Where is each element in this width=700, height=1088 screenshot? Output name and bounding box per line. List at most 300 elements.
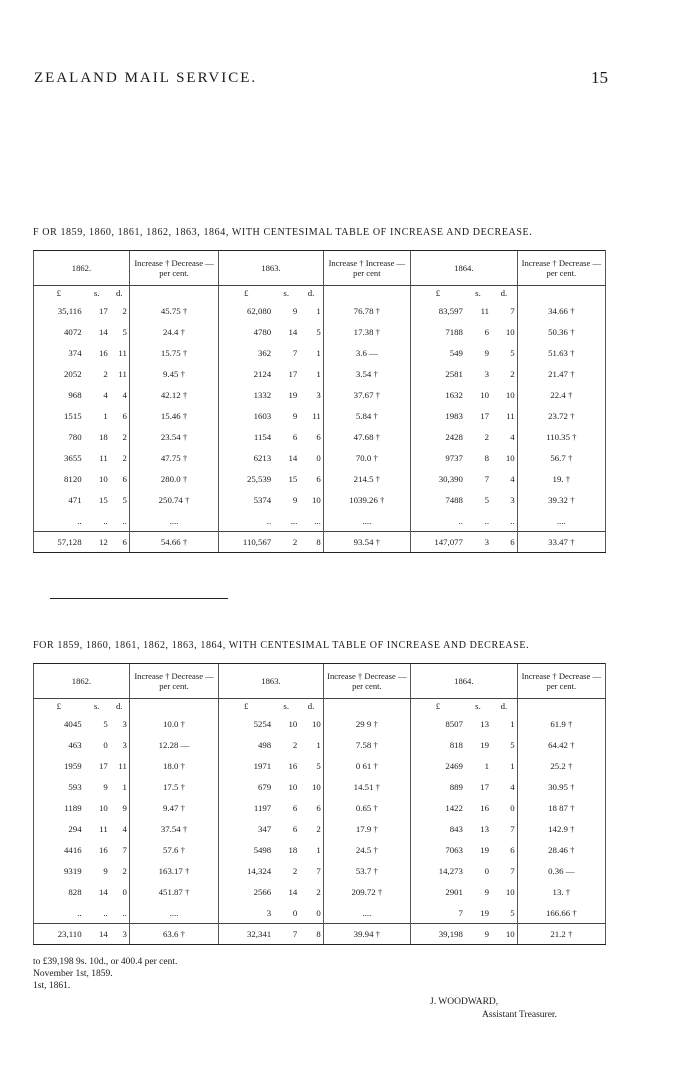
amount-cell: 968: [34, 384, 84, 405]
amount-cell: 83,597: [410, 300, 464, 321]
amount-cell: 9: [465, 924, 491, 945]
amount-cell: 7: [122, 844, 127, 855]
year-1862-header: 1862.: [34, 664, 130, 699]
unit-label: £: [219, 286, 273, 301]
table-row: [34, 881, 606, 902]
amount-cell: 10: [288, 718, 298, 729]
amount-cell: 5254: [219, 713, 273, 734]
amount-cell: 8: [484, 452, 490, 463]
percent-cell: 0.36 —: [517, 860, 605, 881]
amount-cell: 15: [98, 494, 108, 505]
amount-cell: 0: [316, 452, 321, 463]
amount-cell: 9: [103, 781, 108, 792]
year-1863-header: 1863.: [219, 664, 324, 699]
amount-cell: 11: [118, 760, 127, 771]
amount-cell: 62,080: [219, 300, 273, 321]
section-divider: [50, 598, 228, 599]
percent-cell: ....: [129, 902, 218, 924]
amount-cell: 6: [316, 431, 321, 442]
unit-label: d.: [307, 701, 315, 711]
amount-cell: ..: [103, 515, 108, 526]
amount-cell: 17: [288, 368, 298, 379]
amount-cell: 6: [122, 473, 127, 484]
unit-label: s.: [93, 701, 100, 711]
amount-cell: 17: [98, 760, 108, 771]
percent-change-header: Increase † Decrease — per cent.: [323, 664, 410, 699]
amount-cell: 362: [219, 342, 273, 363]
amount-cell: 1983: [410, 405, 464, 426]
amount-cell: 2: [122, 431, 127, 442]
percent-cell: 24.5 †: [323, 839, 410, 860]
amount-cell: 1197: [219, 797, 273, 818]
amount-cell: 4: [122, 823, 127, 834]
amount-cell: 3655: [34, 447, 84, 468]
percent-cell: 3.54 †: [323, 363, 410, 384]
amount-cell: 8: [299, 924, 323, 945]
amount-cell: 32,341: [219, 924, 273, 945]
percent-cell: 37.67 †: [323, 384, 410, 405]
amount-cell: 16: [98, 844, 108, 855]
percent-cell: 7.58 †: [323, 734, 410, 755]
percent-cell: 18 87 †: [517, 797, 605, 818]
amount-cell: 2: [103, 368, 108, 379]
amount-cell: 1: [316, 305, 321, 316]
amount-cell: ..: [484, 515, 490, 526]
table-row: [34, 510, 606, 532]
percent-cell: 0 61 †: [323, 755, 410, 776]
amount-cell: 7188: [410, 321, 464, 342]
table-row: [34, 755, 606, 776]
unit-label: £: [34, 286, 84, 301]
signatory-title: Assistant Treasurer.: [482, 1010, 557, 1020]
amount-cell: 679: [219, 776, 273, 797]
amount-cell: 25,539: [219, 468, 273, 489]
amount-cell: 2: [122, 305, 127, 316]
percent-cell: 57.6 †: [129, 839, 218, 860]
percent-cell: 10.0 †: [129, 713, 218, 734]
percent-cell: 12.28 —: [129, 734, 218, 755]
amount-cell: 10: [505, 886, 515, 897]
amount-cell: 35,116: [34, 300, 84, 321]
ledger-table-2: [33, 663, 606, 945]
amount-cell: 23,110: [34, 924, 84, 945]
amount-cell: ..: [219, 510, 273, 532]
amount-cell: 1: [103, 410, 108, 421]
amount-cell: 17: [480, 410, 490, 421]
amount-cell: 4: [122, 389, 127, 400]
table-row: [34, 468, 606, 489]
unit-label: £: [34, 699, 84, 714]
percent-cell: 76.78 †: [323, 300, 410, 321]
amount-cell: 1603: [219, 405, 273, 426]
amount-cell: 7: [292, 347, 298, 358]
unit-label: d.: [500, 288, 508, 298]
amount-cell: 2: [316, 886, 321, 897]
unit-label: d.: [500, 701, 508, 711]
amount-cell: 4416: [34, 839, 84, 860]
amount-cell: 7: [273, 924, 299, 945]
percent-cell: 39.94 †: [323, 924, 410, 945]
percent-cell: 166.66 †: [517, 902, 605, 924]
ledger-table-1: [33, 250, 606, 553]
table-row: [34, 447, 606, 468]
percent-cell: 28.46 †: [517, 839, 605, 860]
signatory-name: J. WOODWARD,: [430, 997, 499, 1007]
amount-cell: 14: [98, 326, 108, 337]
amount-cell: 6: [110, 532, 130, 553]
footnotes: [33, 956, 177, 992]
percent-cell: 0.65 †: [323, 797, 410, 818]
percent-cell: 17.38 †: [323, 321, 410, 342]
amount-cell: ..: [103, 907, 108, 918]
amount-cell: 2052: [34, 363, 84, 384]
percent-change-header: Increase † Decrease — per cent.: [129, 664, 218, 699]
amount-cell: 1189: [34, 797, 84, 818]
unit-label: d.: [307, 288, 315, 298]
amount-cell: 374: [34, 342, 84, 363]
percent-cell: ....: [323, 510, 410, 532]
percent-cell: 451.87 †: [129, 881, 218, 902]
amount-cell: 5: [510, 347, 515, 358]
table-caption: FOR 1859, 1860, 1861, 1862, 1863, 1864, WITH CENTESIMAL TABLE OF INCREASE AND DECREASE.: [33, 640, 530, 651]
amount-cell: 3: [110, 924, 130, 945]
amount-cell: 6: [122, 410, 127, 421]
amount-cell: 1154: [219, 426, 273, 447]
amount-cell: 10: [505, 452, 515, 463]
amount-cell: 13: [480, 823, 490, 834]
table-row: [34, 734, 606, 755]
percent-cell: 22.4 †: [517, 384, 605, 405]
header-row: [34, 251, 606, 286]
unit-label: s.: [93, 288, 100, 298]
percent-change-header: Increase † Decrease — per cent.: [517, 251, 605, 286]
table-row: [34, 321, 606, 342]
amount-cell: 9319: [34, 860, 84, 881]
percent-cell: 64.42 †: [517, 734, 605, 755]
amount-cell: 6213: [219, 447, 273, 468]
amount-cell: 10: [98, 473, 108, 484]
amount-cell: 9737: [410, 447, 464, 468]
percent-cell: 110.35 †: [517, 426, 605, 447]
amount-cell: 2566: [219, 881, 273, 902]
table-row: [34, 384, 606, 405]
percent-cell: 5.84 †: [323, 405, 410, 426]
amount-cell: 2581: [410, 363, 464, 384]
percent-cell: 17.5 †: [129, 776, 218, 797]
amount-cell: 3: [510, 494, 515, 505]
amount-cell: 2: [292, 865, 298, 876]
amount-cell: 2469: [410, 755, 464, 776]
empty-cell: [517, 286, 605, 301]
percent-cell: 53.7 †: [323, 860, 410, 881]
amount-cell: 1632: [410, 384, 464, 405]
amount-cell: 463: [34, 734, 84, 755]
total-row: [34, 924, 606, 945]
percent-cell: 25.2 †: [517, 755, 605, 776]
amount-cell: 498: [219, 734, 273, 755]
amount-cell: 593: [34, 776, 84, 797]
footnote-line: to £39,198 9s. 10d., or 400.4 per cent.: [33, 957, 178, 967]
percent-cell: 142.9 †: [517, 818, 605, 839]
amount-cell: 5: [122, 326, 127, 337]
percent-cell: 45.75 †: [129, 300, 218, 321]
amount-cell: 471: [34, 489, 84, 510]
percent-cell: 30.95 †: [517, 776, 605, 797]
percent-cell: 19. †: [517, 468, 605, 489]
table-row: [34, 776, 606, 797]
amount-cell: 19: [480, 907, 490, 918]
percent-cell: ....: [323, 902, 410, 924]
table-row: [34, 300, 606, 321]
footnote-line: 1st, 1861.: [33, 981, 71, 991]
amount-cell: 6: [510, 844, 515, 855]
unit-label: £: [410, 286, 464, 301]
percent-cell: 13. †: [517, 881, 605, 902]
amount-cell: ..: [34, 510, 84, 532]
amount-cell: 6: [491, 532, 517, 553]
amount-cell: 1: [316, 739, 321, 750]
amount-cell: 0: [122, 886, 127, 897]
percent-cell: 15.46 †: [129, 405, 218, 426]
amount-cell: 2: [510, 368, 515, 379]
unit-label: s.: [475, 701, 481, 711]
amount-cell: 549: [410, 342, 464, 363]
percent-cell: 33.47 †: [517, 532, 605, 553]
amount-cell: 12: [84, 532, 110, 553]
header-row: [34, 664, 606, 699]
amount-cell: 8120: [34, 468, 84, 489]
percent-cell: 61.9 †: [517, 713, 605, 734]
amount-cell: 4: [510, 431, 515, 442]
amount-cell: 5: [122, 494, 127, 505]
amount-cell: 2: [316, 823, 321, 834]
empty-cell: [323, 286, 410, 301]
table-row: [34, 426, 606, 447]
amount-cell: 10: [312, 781, 321, 792]
table-row: [34, 818, 606, 839]
signature-block: [430, 996, 557, 1022]
percent-cell: 70.0 †: [323, 447, 410, 468]
amount-cell: 147,077: [410, 532, 464, 553]
amount-cell: 1: [316, 844, 321, 855]
amount-cell: 14: [288, 452, 298, 463]
amount-cell: 1: [510, 718, 515, 729]
amount-cell: 10: [98, 802, 108, 813]
percent-cell: 39.32 †: [517, 489, 605, 510]
percent-cell: 51.63 †: [517, 342, 605, 363]
percent-cell: 9.45 †: [129, 363, 218, 384]
percent-cell: 17.9 †: [323, 818, 410, 839]
amount-cell: 10: [312, 718, 321, 729]
amount-cell: 4045: [34, 713, 84, 734]
table-row: [34, 489, 606, 510]
amount-cell: 828: [34, 881, 84, 902]
amount-cell: ..: [410, 510, 464, 532]
table-row: [34, 902, 606, 924]
amount-cell: 889: [410, 776, 464, 797]
amount-cell: 7: [510, 865, 515, 876]
percent-cell: 23.72 †: [517, 405, 605, 426]
amount-cell: 39,198: [410, 924, 464, 945]
amount-cell: 11: [480, 305, 490, 316]
amount-cell: 57,128: [34, 532, 84, 553]
amount-cell: 5498: [219, 839, 273, 860]
table-row: [34, 342, 606, 363]
amount-cell: 780: [34, 426, 84, 447]
amount-cell: 18: [288, 844, 298, 855]
amount-cell: 1: [122, 781, 127, 792]
amount-cell: 1: [316, 368, 321, 379]
amount-cell: 1971: [219, 755, 273, 776]
amount-cell: 19: [288, 389, 298, 400]
percent-cell: 163.17 †: [129, 860, 218, 881]
amount-cell: 7: [410, 902, 464, 924]
amount-cell: 6: [292, 802, 298, 813]
amount-cell: 10: [480, 389, 490, 400]
amount-cell: 30,390: [410, 468, 464, 489]
percent-cell: 9.47 †: [129, 797, 218, 818]
amount-cell: ...: [290, 515, 298, 526]
units-row: [34, 699, 606, 714]
percent-cell: 280.0 †: [129, 468, 218, 489]
amount-cell: 7: [316, 865, 321, 876]
amount-cell: 2: [484, 431, 490, 442]
unit-label: d.: [116, 701, 123, 711]
amount-cell: 347: [219, 818, 273, 839]
unit-label: s.: [475, 288, 481, 298]
amount-cell: 4072: [34, 321, 84, 342]
amount-cell: 843: [410, 818, 464, 839]
amount-cell: ..: [34, 902, 84, 924]
amount-cell: 8507: [410, 713, 464, 734]
year-1864-header: 1864.: [410, 251, 517, 286]
amount-cell: 4: [103, 389, 108, 400]
table-row: [34, 797, 606, 818]
amount-cell: 4: [510, 473, 515, 484]
amount-cell: 110,567: [219, 532, 273, 553]
percent-cell: 34.66 †: [517, 300, 605, 321]
amount-cell: 9: [103, 865, 108, 876]
amount-cell: ..: [122, 907, 127, 918]
percent-cell: 23.54 †: [129, 426, 218, 447]
amount-cell: 3: [316, 389, 321, 400]
amount-cell: 1: [316, 347, 321, 358]
amount-cell: 10: [505, 389, 515, 400]
percent-cell: 47.75 †: [129, 447, 218, 468]
percent-cell: 24.4 †: [129, 321, 218, 342]
amount-cell: 14: [288, 886, 298, 897]
amount-cell: 6: [316, 473, 321, 484]
amount-cell: 14: [84, 924, 110, 945]
amount-cell: 9: [484, 347, 490, 358]
amount-cell: 14,324: [219, 860, 273, 881]
amount-cell: 5: [510, 739, 515, 750]
amount-cell: 14: [288, 326, 298, 337]
amount-cell: 11: [99, 452, 108, 463]
amount-cell: 1515: [34, 405, 84, 426]
page-number: 15: [591, 68, 608, 87]
amount-cell: 9: [292, 305, 298, 316]
percent-change-header: Increase † Decrease — per cent.: [517, 664, 605, 699]
percent-cell: 250.74 †: [129, 489, 218, 510]
year-1863-header: 1863.: [219, 251, 324, 286]
amount-cell: 4780: [219, 321, 273, 342]
amount-cell: 11: [118, 368, 127, 379]
amount-cell: 5374: [219, 489, 273, 510]
amount-cell: 3: [122, 739, 127, 750]
amount-cell: 11: [99, 823, 108, 834]
amount-cell: 0: [484, 865, 490, 876]
amount-cell: 5: [484, 494, 490, 505]
amount-cell: 11: [118, 347, 127, 358]
percent-cell: 3.6 —: [323, 342, 410, 363]
empty-cell: [517, 699, 605, 714]
amount-cell: 818: [410, 734, 464, 755]
amount-cell: 4: [510, 781, 515, 792]
amount-cell: 9: [484, 886, 490, 897]
percent-cell: ....: [129, 510, 218, 532]
table-caption: F OR 1859, 1860, 1861, 1862, 1863, 1864, WITH CENTESIMAL TABLE OF INCREASE AND DECREASE.: [33, 227, 533, 238]
unit-label: d.: [116, 288, 123, 298]
amount-cell: 6: [316, 802, 321, 813]
amount-cell: 19: [480, 844, 490, 855]
percent-cell: 93.54 †: [323, 532, 410, 553]
amount-cell: 294: [34, 818, 84, 839]
amount-cell: 14: [98, 886, 108, 897]
amount-cell: ...: [314, 515, 321, 526]
percent-cell: 209.72 †: [323, 881, 410, 902]
percent-cell: 42.12 †: [129, 384, 218, 405]
percent-cell: 1039.26 †: [323, 489, 410, 510]
unit-label: s.: [283, 701, 290, 711]
percent-change-header: Increase † Increase — per cent: [323, 251, 410, 286]
amount-cell: 2: [122, 865, 127, 876]
percent-change-header: Increase † Decrease — per cent.: [129, 251, 218, 286]
amount-cell: 3: [122, 718, 127, 729]
amount-cell: 6: [292, 431, 298, 442]
amount-cell: 17: [98, 305, 108, 316]
amount-cell: 6: [292, 823, 298, 834]
amount-cell: 16: [98, 347, 108, 358]
units-row: [34, 286, 606, 301]
empty-cell: [323, 699, 410, 714]
amount-cell: 11: [506, 410, 515, 421]
empty-cell: [129, 699, 218, 714]
percent-cell: 63.6 †: [129, 924, 218, 945]
amount-cell: 10: [505, 326, 515, 337]
table-row: [34, 713, 606, 734]
amount-cell: 13: [480, 718, 490, 729]
percent-cell: 21.2 †: [517, 924, 605, 945]
amount-cell: 1: [510, 760, 515, 771]
amount-cell: 5: [510, 907, 515, 918]
amount-cell: 7: [510, 823, 515, 834]
amount-cell: 1959: [34, 755, 84, 776]
percent-cell: 29 9 †: [323, 713, 410, 734]
amount-cell: 0: [510, 802, 515, 813]
year-1864-header: 1864.: [410, 664, 517, 699]
percent-cell: ....: [517, 510, 605, 532]
amount-cell: 5: [103, 718, 108, 729]
percent-cell: 214.5 †: [323, 468, 410, 489]
amount-cell: 16: [480, 802, 490, 813]
year-1862-header: 1862.: [34, 251, 130, 286]
unit-label: s.: [283, 288, 290, 298]
amount-cell: 7488: [410, 489, 464, 510]
amount-cell: 11: [312, 410, 321, 421]
table-row: [34, 860, 606, 881]
amount-cell: 18: [98, 431, 108, 442]
